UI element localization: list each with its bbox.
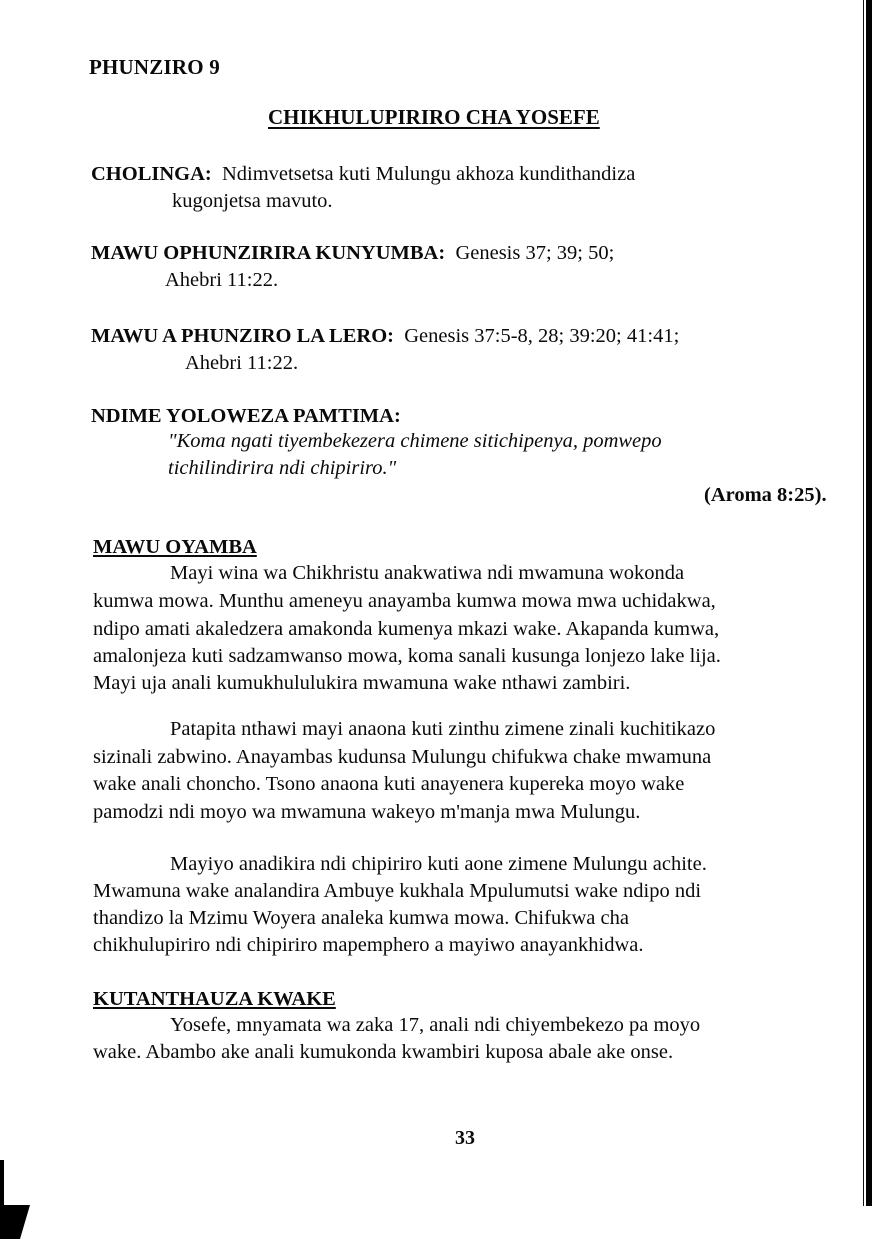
aim-line-1 [91,161,635,188]
intro-p1-line: kumwa mowa. Munthu ameneyu anayamba kumwa mowa mwa uchidakwa, [93,590,716,612]
intro-p2-line: Patapita nthawi mayi anaona kuti zinthu zimene zinali kuchitikazo [170,718,716,740]
today-reading-label: MAWU A PHUNZIRO LA LERO: [91,325,394,347]
introduction-heading: MAWU OYAMBA [93,536,257,558]
explanation-line: wake. Abambo ake anali kumukonda kwambiri kuposa abale ake onse. [93,1041,674,1063]
intro-p2-line: pamodzi ndi moyo wa mwamuna wakeyo m'manja mwa Mulungu. [93,801,641,823]
today-reading-text-1: Genesis 37:5-8, 28; 39:20; 41:41; [404,325,680,347]
home-reading-text-1: Genesis 37; 39; 50; [455,242,615,264]
aim-text-2: kugonjetsa mavuto. [172,190,333,212]
intro-p3-line: chikhulupiriro ndi chipiriro mapemphero a mayiwo anayankhidwa. [93,934,644,956]
page-number: 33 [455,1127,475,1149]
home-reading-text-2: Ahebri 11:22. [165,269,279,291]
lesson-title: CHIKHULUPIRIRO CHA YOSEFE [268,105,600,129]
intro-p1-line: Mayi wina wa Chikhristu anakwatiwa ndi mwamuna wokonda [170,562,685,584]
memory-verse-label: NDIME YOLOWEZA PAMTIMA: [91,405,401,427]
memory-verse-reference: (Aroma 8:25). [704,484,827,506]
scan-edge-line [863,0,864,1206]
intro-p3-line: Mwamuna wake analandira Ambuye kukhala Mpulumutsi wake ndipo ndi [93,880,702,902]
explanation-heading: KUTANTHAUZA KWAKE [93,988,336,1010]
today-reading-text-2: Ahebri 11:22. [185,352,299,374]
scan-edge-bar [866,0,872,1206]
memory-verse-text-2: tichilindirira ndi chipiriro." [168,457,397,479]
memory-verse-text-1: "Koma ngati tiyembekezera chimene sitichipenya, pomwepo [168,430,662,452]
intro-p2-line: wake anali choncho. Tsono anaona kuti anayenera kupereka moyo wake [93,773,685,795]
intro-p3-line: thandizo la Mzimu Woyera analeka kumwa mowa. Chifukwa cha [93,907,629,929]
intro-p2-line: sizinali zabwino. Anayambas kudunsa Mulungu chifukwa chake mwamuna [93,746,712,768]
aim-text-1: Ndimvetsetsa kuti Mulungu akhoza kundithandiza [221,163,636,185]
lesson-number: PHUNZIRO 9 [89,55,220,79]
scan-corner-mark [0,1160,32,1239]
intro-p3-line: Mayiyo anadikira ndi chipiriro kuti aone zimene Mulungu achite. [170,853,707,875]
home-reading-line-1 [91,240,614,267]
home-reading-label: MAWU OPHUNZIRIRA KUNYUMBA: [91,242,446,264]
aim-label: CHOLINGA: [91,163,212,185]
explanation-line: Yosefe, mnyamata wa zaka 17, anali ndi chiyembekezo pa moyo [170,1014,701,1036]
today-reading-line-1 [91,323,679,350]
intro-p1-line: Mayi uja anali kumukhululukira mwamuna wake nthawi zambiri. [93,672,631,694]
intro-p1-line: amalonjeza kuti sadzamwanso mowa, koma sanali kusunga lonjezo lake lija. [93,645,721,667]
intro-p1-line: ndipo amati akaledzera amakonda kumenya mkazi wake. Akapanda kumwa, [93,618,720,640]
